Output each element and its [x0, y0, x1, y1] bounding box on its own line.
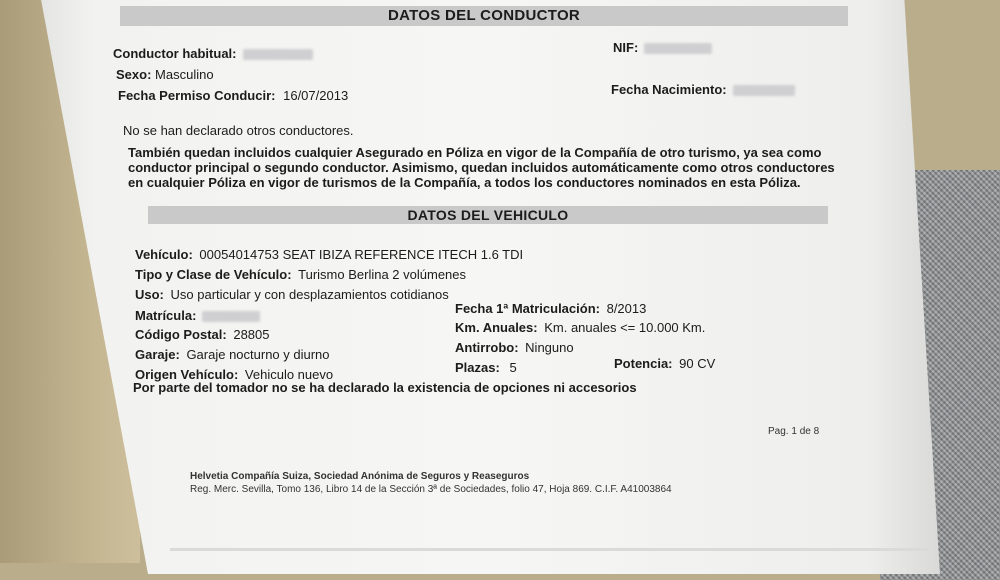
codigo-postal-row	[135, 327, 270, 342]
vehiculo-section-header: DATOS DEL VEHICULO	[148, 206, 828, 224]
tipo-row	[135, 267, 466, 282]
fecha-matriculacion-label: Fecha 1ª Matriculación:	[455, 301, 600, 316]
garaje-label: Garaje:	[135, 347, 180, 362]
matricula-label: Matrícula:	[135, 308, 197, 323]
plazas-label: Plazas:	[455, 360, 500, 375]
antirrobo-label: Antirrobo:	[455, 340, 519, 355]
accesorios-text: Por parte del tomador no se ha declarado la existencia de opciones ni accesorios	[133, 380, 637, 395]
potencia-value: 90 CV	[679, 356, 716, 371]
redacted-birthdate	[733, 85, 795, 96]
redacted-name	[243, 49, 313, 60]
sexo-label: Sexo:	[116, 67, 152, 82]
page-number: Pag. 1 de 8	[768, 426, 820, 437]
uso-value: Uso particular y con desplazamientos cotidianos	[170, 287, 449, 302]
otros-conductores-text: No se han declarado otros conductores.	[123, 123, 354, 138]
fecha-matriculacion-value: 8/2013	[606, 301, 647, 316]
garaje-value: Garaje nocturno y diurno	[186, 347, 330, 362]
tipo-value: Turismo Berlina 2 volúmenes	[298, 267, 467, 282]
antirrobo-value: Ninguno	[525, 340, 574, 355]
km-anuales-value: Km. anuales <= 10.000 Km.	[544, 320, 706, 335]
coverage-paragraph: También quedan incluidos cualquier Asegurado en Póliza en vigor de la Compañía de otro turismo, ya sea como conductor principal o segundo conductor. Asimismo, quedan incluidos automáticamente como otros conductores en cualquier Póliza en vigor de turismos de la Compañía, a todos los conductores nominados en esta Póliza.	[128, 145, 835, 190]
vehiculo-label: Vehículo:	[135, 247, 193, 262]
potencia-label: Potencia:	[614, 356, 673, 371]
uso-label: Uso:	[135, 287, 164, 302]
origen-value: Vehiculo nuevo	[244, 367, 334, 382]
tipo-label: Tipo y Clase de Vehículo:	[135, 267, 292, 282]
sexo-row	[116, 67, 214, 82]
conductor-habitual-label: Conductor habitual:	[113, 46, 313, 61]
codigo-postal-value: 28805	[233, 327, 270, 342]
plazas-value: 5	[509, 360, 517, 375]
vehiculo-value: 00054014753 SEAT IBIZA REFERENCE ITECH 1.6 TDI	[199, 247, 524, 262]
garaje-row	[135, 347, 330, 362]
matricula-row	[135, 308, 260, 323]
company-name: Helvetia Compañía Suiza, Sociedad Anónima de Seguros y Reaseguros	[190, 471, 530, 482]
potencia-row	[614, 356, 715, 371]
km-anuales-row	[455, 320, 705, 335]
redacted-plate	[202, 311, 260, 322]
uso-row	[135, 287, 449, 302]
conductor-section-header: DATOS DEL CONDUCTOR	[120, 6, 848, 26]
codigo-postal-label: Código Postal:	[135, 327, 227, 342]
vehiculo-row	[135, 247, 523, 262]
fecha-matriculacion-row	[455, 301, 646, 316]
sexo-value: Masculino	[155, 67, 214, 82]
nacimiento-label: Fecha Nacimiento:	[611, 82, 795, 97]
redacted-nif	[644, 43, 712, 54]
permiso-value: 16/07/2013	[283, 88, 349, 103]
permiso-row	[118, 88, 348, 103]
origen-label: Origen Vehículo:	[135, 367, 239, 382]
permiso-label: Fecha Permiso Conducir:	[118, 88, 276, 103]
antirrobo-row	[455, 340, 574, 355]
registry-info: Reg. Merc. Sevilla, Tomo 136, Libro 14 de la Sección 3ª de Sociedades, folio 47, Hoja 869. C.I.F. A41003864	[190, 484, 672, 495]
nif-label: NIF:	[613, 40, 712, 55]
plazas-row	[455, 360, 517, 375]
km-anuales-label: Km. Anuales:	[455, 320, 538, 335]
